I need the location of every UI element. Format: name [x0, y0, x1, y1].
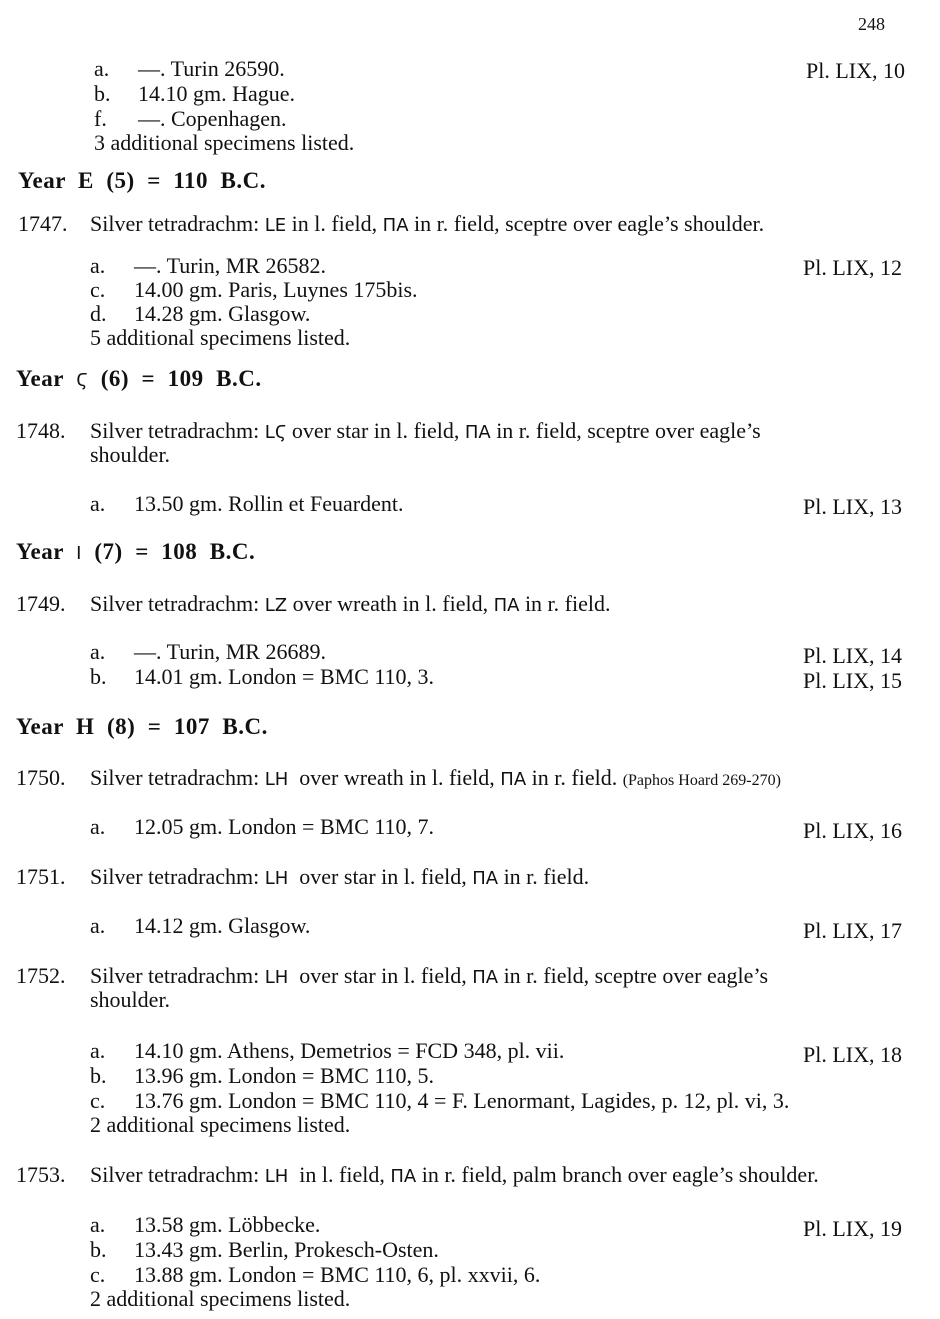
additional-specimens: 2 additional specimens listed.	[90, 1286, 351, 1311]
entry-text: in l. field,	[288, 1162, 391, 1187]
specimen-line	[90, 277, 418, 303]
specimen-label: b.	[90, 664, 107, 689]
specimen-text: 13.43 gm. Berlin, Prokesch-Osten.	[134, 1237, 439, 1262]
field-mark: LZ	[264, 595, 288, 616]
entry-number: 1747.	[18, 211, 68, 236]
specimen-line	[90, 491, 403, 517]
specimen-line	[90, 1038, 564, 1064]
plate-reference: Pl. LIX, 14	[803, 643, 902, 668]
specimen-label: a.	[90, 913, 106, 938]
entry-continuation: shoulder.	[90, 987, 171, 1012]
field-mark: ΠA	[464, 422, 491, 443]
specimen-line	[90, 1237, 439, 1263]
specimen-text: 14.10 gm. Athens, Demetrios = FCD 348, pl. vii.	[134, 1038, 565, 1063]
plate-reference: Pl. LIX, 19	[803, 1216, 902, 1241]
entry-text: over star in l. field,	[288, 864, 473, 889]
specimen-label: d.	[90, 301, 107, 326]
field-mark: ΠA	[493, 595, 520, 616]
entry-text: in r. field, sceptre over eagle’s shoulder.	[408, 211, 765, 236]
year-mark: Ϛ	[76, 370, 89, 391]
specimen-label: a.	[94, 56, 110, 81]
heading-text: Year	[16, 539, 77, 564]
entry-1753	[16, 1162, 819, 1190]
entry-number: 1753.	[16, 1162, 66, 1187]
specimen-text: 13.50 gm. Rollin et Feuardent.	[134, 491, 404, 516]
specimen-line	[90, 1212, 320, 1238]
entry-text: Silver tetradrachm:	[90, 418, 265, 443]
plate-reference: Pl. LIX, 15	[803, 668, 902, 693]
additional-specimens: 2 additional specimens listed.	[90, 1112, 351, 1137]
specimen-text: —. Turin, MR 26689.	[134, 639, 326, 664]
year-mark: I	[76, 543, 82, 564]
entry-text: Silver tetradrachm:	[90, 211, 265, 236]
field-mark: LH	[264, 868, 289, 889]
entry-text: in r. field.	[526, 765, 623, 790]
specimen-label: a.	[90, 491, 106, 516]
field-mark: LH	[264, 967, 289, 988]
plate-reference: Pl. LIX, 12	[803, 255, 902, 280]
entry-text: Silver tetradrachm:	[90, 591, 265, 616]
specimen-label: a.	[90, 253, 106, 278]
entry-text: Silver tetradrachm:	[90, 765, 265, 790]
specimen-line	[90, 1063, 434, 1089]
heading-text: Year	[16, 366, 77, 391]
specimen-text: 12.05 gm. London = BMC 110, 7.	[134, 814, 435, 839]
field-mark: ΠA	[500, 769, 527, 790]
specimen-label: b.	[90, 1063, 107, 1088]
specimen-line	[90, 1262, 540, 1288]
entry-number: 1752.	[16, 963, 66, 988]
specimen-text: 14.00 gm. Paris, Luynes 175bis.	[134, 277, 418, 302]
entry-text: over wreath in l. field,	[288, 765, 501, 790]
specimen-line	[90, 913, 310, 939]
additional-specimens: 3 additional specimens listed.	[94, 130, 355, 155]
specimen-label: a.	[90, 1212, 106, 1237]
entry-1749	[16, 591, 610, 619]
page-number: 248	[858, 14, 885, 34]
specimen-line	[94, 106, 286, 132]
entry-text: in l. field,	[286, 211, 383, 236]
specimen-label: f.	[94, 106, 107, 131]
additional-specimens: 5 additional specimens listed.	[90, 325, 351, 350]
specimen-text: 14.01 gm. London = BMC 110, 3.	[134, 664, 435, 689]
specimen-line	[90, 301, 310, 327]
specimen-line	[90, 664, 434, 690]
entry-1751	[16, 864, 589, 892]
specimen-label: a.	[90, 814, 106, 839]
entry-text: in r. field.	[519, 591, 611, 616]
field-mark: ΠA	[390, 1166, 417, 1187]
plate-reference: Pl. LIX, 10	[806, 58, 905, 83]
specimen-label: a.	[90, 1038, 106, 1063]
hoard-note: (Paphos Hoard 269-270)	[622, 772, 781, 789]
entry-number: 1751.	[16, 864, 66, 889]
entry-number: 1750.	[16, 765, 66, 790]
specimen-line	[90, 253, 326, 279]
heading-text: (7) = 108 B.C.	[81, 539, 256, 564]
year-heading	[16, 366, 262, 394]
entry-text: Silver tetradrachm:	[90, 1162, 265, 1187]
specimen-text: —. Turin 26590.	[138, 56, 285, 81]
field-mark: LH	[264, 1166, 289, 1187]
entry-text: over star in l. field,	[288, 963, 473, 988]
year-heading	[16, 539, 255, 567]
plate-reference: Pl. LIX, 18	[803, 1042, 902, 1067]
specimen-text: —. Copenhagen.	[138, 106, 287, 131]
specimen-line	[90, 814, 434, 840]
specimen-label: c.	[90, 277, 106, 302]
entry-1747	[18, 211, 764, 239]
specimen-text: 13.96 gm. London = BMC 110, 5.	[134, 1063, 435, 1088]
entry-text: Silver tetradrachm:	[90, 864, 265, 889]
field-mark: ΠA	[382, 215, 409, 236]
specimen-text: 14.28 gm. Glasgow.	[134, 301, 311, 326]
heading-text: (6) = 109 B.C.	[88, 366, 262, 391]
entry-number: 1749.	[16, 591, 66, 616]
specimen-label: b.	[90, 1237, 107, 1262]
entry-1750	[16, 765, 781, 794]
specimen-line	[90, 1088, 789, 1114]
entry-text: in r. field.	[498, 864, 590, 889]
field-mark: ΠA	[472, 967, 499, 988]
specimen-label: c.	[90, 1262, 106, 1287]
specimen-text: 14.10 gm. Hague.	[138, 81, 296, 106]
specimen-label: b.	[94, 81, 111, 106]
field-mark: LH	[264, 769, 289, 790]
plate-reference: Pl. LIX, 13	[803, 494, 902, 519]
specimen-line	[90, 639, 326, 665]
year-heading: Year E (5) = 110 B.C.	[18, 168, 267, 193]
specimen-text: 13.76 gm. London = BMC 110, 4 = F. Lenormant, Lagides, p. 12, pl. vi, 3.	[134, 1088, 790, 1113]
specimen-text: 14.12 gm. Glasgow.	[134, 913, 311, 938]
entry-text: in r. field, sceptre over eagle’s	[490, 418, 761, 443]
entry-number: 1748.	[16, 418, 66, 443]
year-heading: Year H (8) = 107 B.C.	[16, 714, 268, 739]
field-mark: LϚ	[264, 422, 287, 443]
entry-text: in r. field, palm branch over eagle’s shoulder.	[416, 1162, 819, 1187]
specimen-label: a.	[90, 639, 106, 664]
entry-text: over star in l. field,	[286, 418, 465, 443]
field-mark: ΠA	[472, 868, 499, 889]
specimen-label: c.	[90, 1088, 106, 1113]
specimen-text: 13.88 gm. London = BMC 110, 6, pl. xxvii, 6.	[134, 1262, 541, 1287]
entry-text: over wreath in l. field,	[287, 591, 494, 616]
entry-text: in r. field, sceptre over eagle’s	[498, 963, 769, 988]
entry-text: Silver tetradrachm:	[90, 963, 265, 988]
entry-continuation: shoulder.	[90, 442, 171, 467]
specimen-text: 13.58 gm. Löbbecke.	[134, 1212, 321, 1237]
specimen-text: —. Turin, MR 26582.	[134, 253, 326, 278]
specimen-line	[94, 81, 295, 107]
field-mark: LE	[264, 215, 287, 236]
plate-reference: Pl. LIX, 16	[803, 818, 902, 843]
plate-reference: Pl. LIX, 17	[803, 918, 902, 943]
specimen-line	[94, 56, 285, 82]
